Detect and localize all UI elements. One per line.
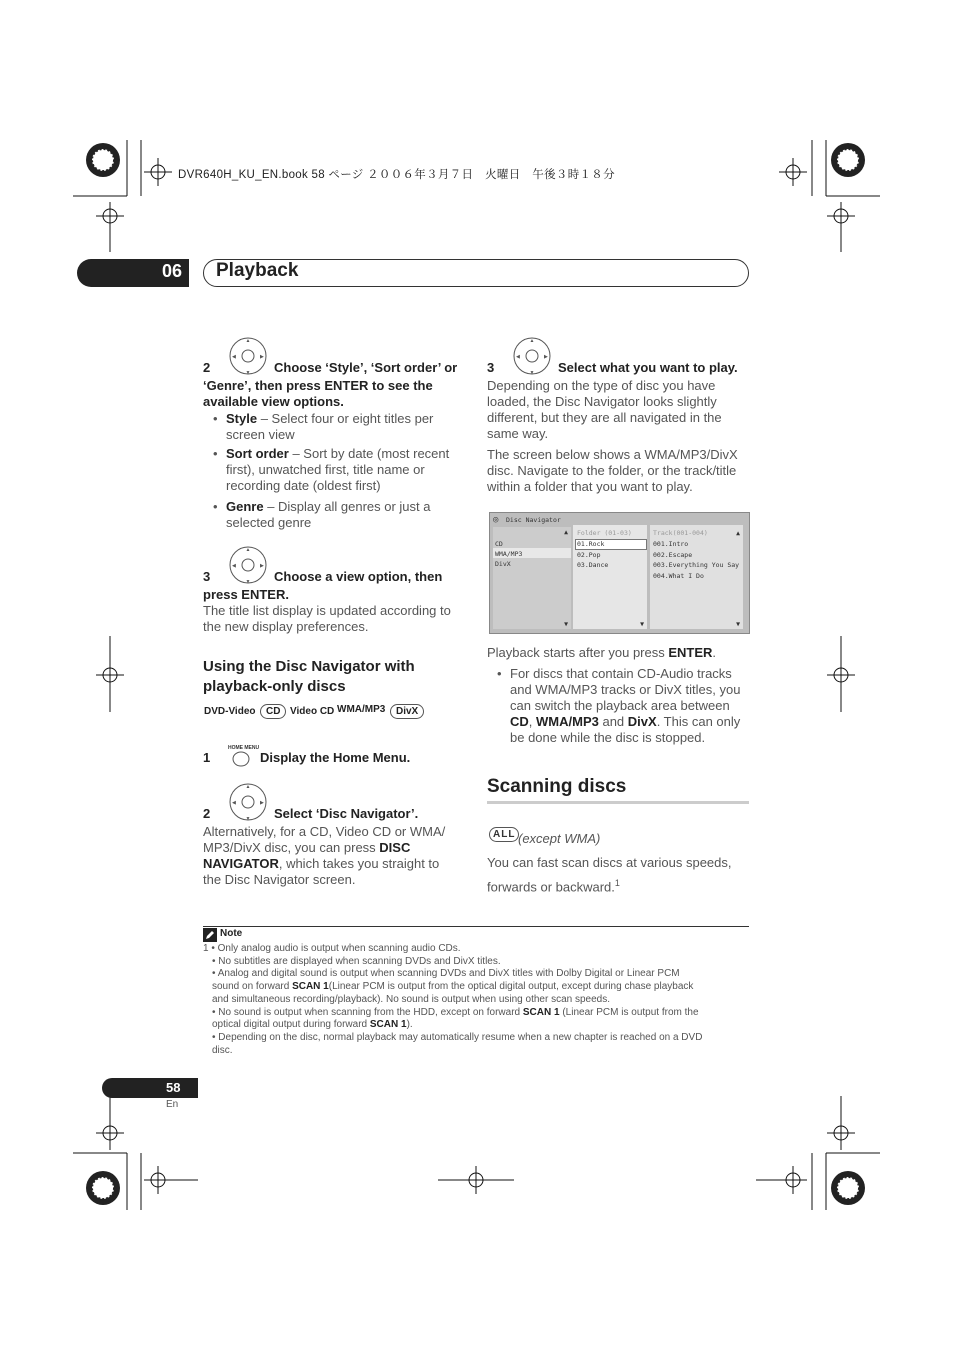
bullet-style-text: Style – Select four or eight titles per screen view	[226, 411, 434, 442]
svg-text:▼: ▼	[245, 579, 251, 584]
step-3-body: The title list display is updated according to the new display preferences.	[203, 603, 451, 634]
bullet-switch: •	[497, 666, 502, 681]
svg-text:▶: ▶	[544, 354, 548, 360]
crop-mark-top-right	[779, 140, 880, 252]
playback-starts: Playback starts after you press ENTER.	[487, 645, 717, 660]
svg-text:▼: ▼	[245, 816, 251, 821]
badge-video-cd: Video CD	[290, 706, 335, 717]
enter-knob-icon	[229, 783, 267, 821]
scroll-up-icon: ▲	[564, 528, 568, 536]
bullet-sort-text: Sort order – Sort by date (most recent first), unwatched first, title name or recording date (oldest first)	[226, 446, 450, 493]
enter-knob-icon	[229, 546, 267, 584]
bullet-style: •	[213, 411, 218, 426]
disc-navigator-icon: ◎	[493, 515, 499, 525]
svg-text:▲: ▲	[245, 784, 251, 790]
bullet-switch-text: For discs that contain CD-Audio tracks and WMA/MP3 tracks or DivX titles, you can switch the playback area between CD, WMA/MP3 and DivX. This can only be done while the disc is stopped.	[510, 666, 741, 745]
all-badge: ALL	[489, 827, 519, 842]
step-2-title-c: available view options.	[203, 394, 344, 409]
crop-mark-bottom-center	[438, 1166, 514, 1194]
svg-text:▶: ▶	[260, 563, 264, 569]
badge-divx: DivX	[390, 704, 424, 719]
scroll-down-icon: ▼	[640, 620, 644, 628]
page-number: 58	[166, 1080, 181, 1095]
note-body: 1 • Only analog audio is output when scanning audio CDs. • No subtitles are displayed when scanning DVDs and DivX titles. • Analog and digital sound is output when scanning DVDs and DivX titles with Dolby Digital or Linear PCM sound on forward SCAN 1(Linear PCM is output from the optical digital output, except during chase playback and simultaneous recording/playback). No sound is output when using other scan speeds. • No sound is output when scanning from the HDD, except on forward SCAN 1 (Linear PCM is output from the optical digital output during forward SCAN 1). • Depending on the disc, normal playback may automatically resume when a new chapter is reached on a DVD disc.	[203, 943, 703, 1056]
svg-text:▼: ▼	[529, 370, 535, 375]
step-2b-title: Select ‘Disc Navigator’.	[274, 806, 419, 821]
home-menu-label: HOME MENU	[228, 745, 260, 751]
svg-text:▲: ▲	[245, 338, 251, 344]
disc-type-wma-mp3: WMA/MP3	[495, 550, 523, 558]
svg-text:▲: ▲	[529, 338, 535, 344]
bullet-genre: •	[213, 499, 218, 514]
enter-knob-icon	[513, 337, 551, 375]
step-2-title-a: Choose ‘Style’, ‘Sort order’ or	[274, 360, 458, 375]
disc-type-panel	[493, 527, 571, 629]
footnote-ref: 1	[614, 878, 620, 888]
chapter-title: Playback	[216, 260, 299, 281]
scanning-heading-rule	[487, 801, 749, 804]
scroll-up-icon: ▲	[736, 529, 740, 537]
scan-body: You can fast scan discs at various speeds, forwards or backward.$^1$	[487, 855, 732, 895]
svg-text:◀: ◀	[232, 354, 236, 360]
svg-text:▼: ▼	[245, 370, 251, 375]
track-item: 001.Intro	[653, 540, 689, 548]
svg-text:▲: ▲	[245, 547, 251, 553]
note-pencil-icon	[203, 928, 217, 942]
disc-type-cd: CD	[495, 540, 503, 548]
crop-mark-bottom-left	[73, 1096, 198, 1210]
crop-mark-mid-right	[827, 636, 855, 712]
step-2-number: 2	[203, 360, 211, 375]
step-3-title-a: Choose a view option, then	[274, 569, 443, 584]
disc-type-divx: DivX	[495, 560, 511, 568]
folder-item: 02.Pop	[577, 551, 601, 559]
step-1-title: Display the Home Menu.	[260, 750, 411, 765]
right-paragraph-1: Depending on the type of disc you have loaded, the Disc Navigator looks slightly different, but they are all navigated in the same way.	[487, 378, 722, 441]
track-header: Track(001-004)	[653, 529, 708, 537]
enter-knob-icon	[229, 337, 267, 375]
note-rule	[203, 926, 749, 927]
svg-text:◀: ◀	[232, 563, 236, 569]
crop-mark-top-left	[73, 140, 172, 252]
folder-panel	[573, 525, 647, 629]
except-wma: (except WMA)	[518, 831, 601, 846]
badge-dvd-video: DVD-Video	[204, 706, 256, 717]
step-1-number: 1	[203, 750, 211, 765]
svg-text:◀: ◀	[232, 800, 236, 806]
disc-navigator-screen	[489, 512, 750, 634]
step-2b-number: 2	[203, 806, 211, 821]
crop-mark-mid-left	[96, 636, 124, 712]
right-paragraph-2: The screen below shows a WMA/MP3/DivX disc. Navigate to the folder, or the track/title within a folder that you want to play.	[487, 447, 738, 494]
scroll-down-icon: ▼	[564, 620, 568, 628]
badge-wma-mp3: WMA/MP3	[337, 704, 386, 715]
screen-title: Disc Navigator	[506, 516, 561, 524]
track-panel	[650, 525, 743, 629]
badge-cd: CD	[260, 704, 286, 719]
svg-text:▶: ▶	[260, 354, 264, 360]
folder-item: 01.Rock	[577, 540, 605, 548]
alternative-text: Alternatively, for a CD, Video CD or WMA/ MP3/DivX disc, you can press DISC NAVIGATOR, which takes you straight to the Disc Navigator screen.	[203, 824, 446, 887]
bullet-sort: •	[213, 446, 218, 461]
track-item: 002.Escape	[653, 551, 693, 559]
right-step-3-title: Select what you want to play.	[558, 360, 738, 375]
note-label: Note	[220, 928, 243, 939]
page-pill	[102, 1078, 198, 1098]
step-3-number: 3	[203, 569, 211, 584]
bullet-genre-text: Genre – Display all genres or just a selected genre	[226, 499, 431, 530]
track-item: 003.Everything You Say	[653, 561, 740, 569]
disc-badges	[204, 706, 424, 724]
crop-mark-bottom-right	[756, 1096, 880, 1210]
file-info: DVR640H_KU_EN.book 58 ページ ２００６年３月７日 火曜日 午後３時１８分	[178, 169, 615, 181]
track-item: 004.What I Do	[653, 572, 704, 580]
section-heading: Using the Disc Navigator with playback-only discs	[203, 658, 415, 695]
home-menu-button-icon	[232, 751, 250, 767]
chapter-number: 06	[162, 261, 183, 281]
svg-text:◀: ◀	[516, 354, 520, 360]
folder-header: Folder (01-03)	[577, 529, 632, 537]
scanning-heading: Scanning discs	[487, 776, 627, 797]
scroll-down-icon: ▼	[736, 620, 740, 628]
right-step-3-number: 3	[487, 360, 495, 375]
page-language: En	[166, 1099, 179, 1110]
svg-text:▶: ▶	[260, 800, 264, 806]
folder-item: 03.Dance	[577, 561, 609, 569]
step-3-title-b: press ENTER.	[203, 587, 289, 602]
step-2-title-b: ‘Genre’, then press ENTER to see the	[203, 378, 433, 393]
